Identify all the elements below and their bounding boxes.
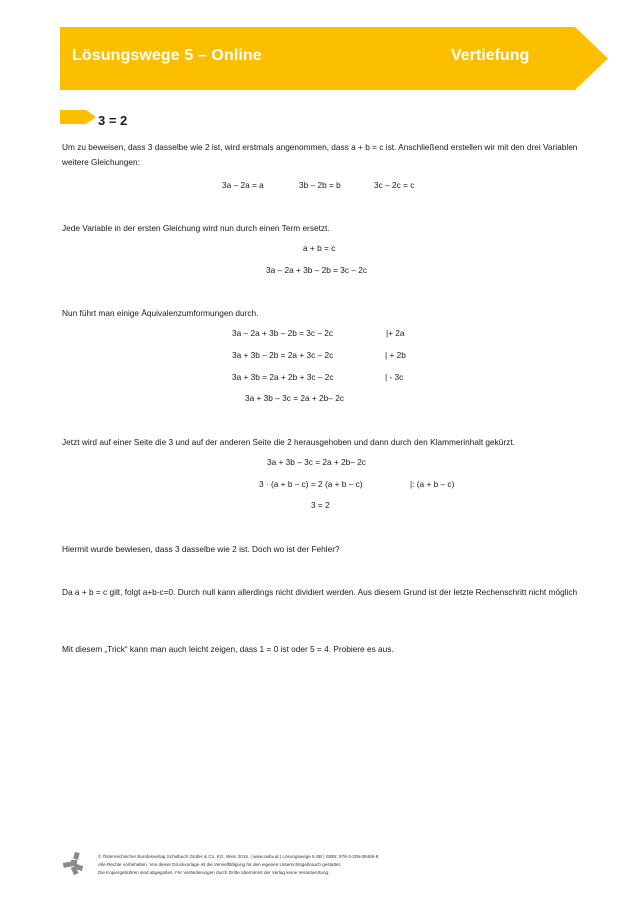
header-category: Vertiefung	[451, 47, 530, 64]
header-title: Lösungswege 5 – Online	[72, 47, 262, 64]
question-paragraph: Hiermit wurde bewiesen, dass 3 dasselbe wie 2 ist. Doch wo ist der Fehler?	[62, 544, 340, 554]
transform-step-1: 3a – 2a + 3b – 2b = 3c – 2c	[232, 328, 334, 338]
transform-paragraph: Nun führt man einige Äquivalenzumformungen durch.	[62, 308, 259, 318]
substitution-paragraph: Jede Variable in der ersten Gleichung wird nun durch einen Term ersetzt.	[62, 223, 330, 233]
footer-line-1: © Österreichischer Bundesverlag Schulbuch GmbH & Co. KG, Wien 2015. | www.oebv.at | Lösungswege 5 SB | ISBN: 978-3-209-08466-8	[98, 854, 379, 859]
factoring-result: 3 = 2	[311, 500, 330, 510]
factoring-step-2: 3 · (a + b – c) = 2 (a + b – c)	[259, 479, 363, 489]
equation-b: 3b – 2b = b	[299, 180, 341, 190]
factoring-op-2: |: (a + b – c)	[410, 479, 455, 489]
factoring-paragraph: Jetzt wird auf einer Seite die 3 und auf der anderen Seite die 2 herausgehoben und dann durch den Klammerinhalt gekürzt.	[62, 437, 515, 447]
equation-c: 3c – 2c = c	[374, 180, 415, 190]
publisher-logo-icon	[62, 851, 86, 875]
intro-paragraph: Um zu beweisen, dass 3 dasselbe wie 2 ist, wird erstmals angenommen, dass a + b = c ist. Anschließend erstellen wir mit den drei Variablen weitere Gleichungen:	[62, 142, 578, 167]
equation-substituted: 3a – 2a + 3b – 2b = 3c – 2c	[266, 265, 368, 275]
transform-op-2: | + 2b	[385, 350, 406, 360]
transform-step-2: 3a + 3b – 2b = 2a + 3c – 2c	[232, 350, 334, 360]
section-title: 3 = 2	[98, 113, 128, 128]
equation-a: 3a – 2a = a	[222, 180, 264, 190]
transform-step-3: 3a + 3b = 2a + 2b + 3c – 2c	[232, 372, 334, 382]
transform-op-3: | - 3c	[385, 372, 404, 382]
transform-step-4: 3a + 3b – 3c = 2a + 2b– 2c	[245, 393, 344, 403]
section-marker-icon	[60, 110, 96, 124]
factoring-step-1: 3a + 3b – 3c = 2a + 2b– 2c	[267, 457, 366, 467]
transform-op-1: |+ 2a	[386, 328, 405, 338]
footer-line-3: Die Kopiergebühren sind abgegolten. Für Veränderungen durch Dritte übernimmt der Verlag keine Verantwortung.	[98, 870, 330, 875]
explanation-paragraph: Da a + b = c gilt, folgt a+b-c=0. Durch null kann allerdings nicht dividiert werden. Aus diesem Grund ist der letzte Rechenschritt nicht möglich	[62, 587, 578, 597]
equation-assumption: a + b = c	[303, 243, 336, 253]
header-banner	[60, 27, 608, 90]
footer-line-2: Alle Rechte vorbehalten. Von dieser Druckvorlage ist die Vervielfältigung für den eigenen Unterrichtsgebrauch gestattet.	[98, 862, 342, 867]
footer-copyright	[98, 853, 378, 877]
trick-paragraph: Mit diesem „Trick“ kann man auch leicht zeigen, dass 1 = 0 ist oder 5 = 4. Probiere es aus.	[62, 644, 394, 654]
